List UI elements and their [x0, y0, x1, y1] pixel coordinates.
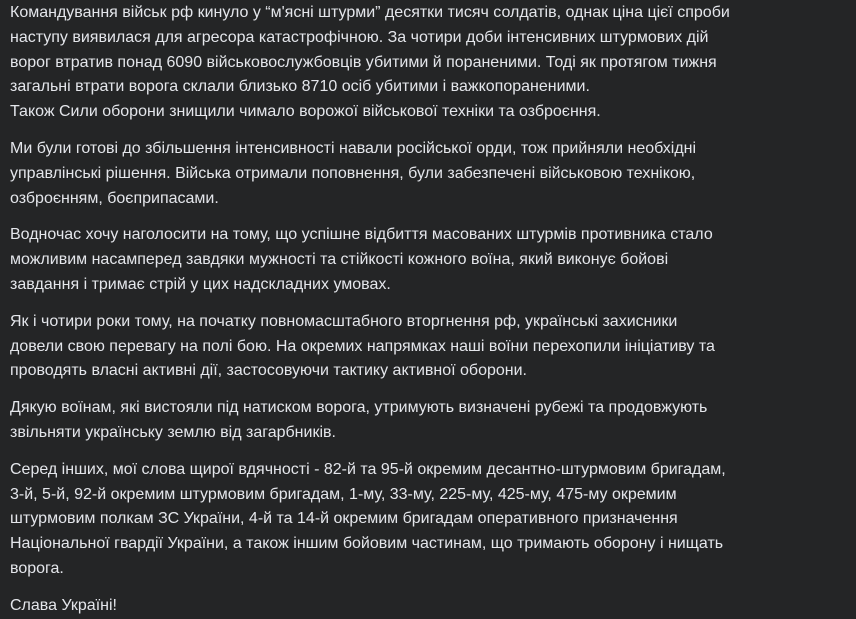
post-paragraph — [10, 137, 844, 211]
post-text-line: Дякую воїнам, які вистояли під натиском ворога, утримують визначені рубежі та продовжують — [10, 399, 708, 417]
post-paragraph — [10, 458, 844, 582]
post-paragraph — [10, 310, 844, 384]
post-text-line: звільняти українську землю від загарбників. — [10, 423, 336, 441]
post-text-line: управлінські рішення. Війська отримали поповнення, були забезпечені військовою технікою, — [10, 164, 696, 182]
post-text-line: Ми були готові до збільшення інтенсивності навали російської орди, тож прийняли необхідні — [10, 139, 697, 157]
post-text-line: ворог втратив понад 6090 військовослужбовців убитими й пораненими. Тоді як протягом тижня — [10, 53, 717, 71]
post-text-line: Також Сили оборони знищили чимало ворожої військової техніки та озброєння. — [10, 103, 601, 121]
post-text-line: озброєнням, боєприпасами. — [10, 189, 219, 207]
post-text-line: загальні втрати ворога склали близько 8710 осіб убитими і важкопораненими. — [10, 78, 590, 96]
post-text-line: Слава Україні! — [10, 596, 117, 614]
post-paragraph — [10, 396, 844, 446]
post-text-line: проводять власні активні дії, застосовуючи тактику активної оборони. — [10, 362, 527, 380]
post-text-line: наступу виявилася для агресора катастрофічною. За чотири доби інтенсивних штурмових дій — [10, 28, 709, 46]
post-text-line: 3-й, 5-й, 92-й окремим штурмовим бригадам, 1-му, 33-му, 225-му, 425-му, 475-му окремим — [10, 485, 677, 503]
post-text-line: завдання і тримає стрій у цих надскладних умовах. — [10, 275, 391, 293]
post-text-line: Командування військ рф кинуло у “м'ясні штурми” десятки тисяч солдатів, однак ціна цієї спроби — [10, 4, 730, 21]
post-text-line: Національної гвардії України, а також іншим бойовим частинам, що тримають оборону і нищать — [10, 535, 724, 553]
post-text-line: Водночас хочу наголосити на тому, що успішне відбиття масованих штурмів противника стало — [10, 226, 713, 244]
post-paragraph — [10, 223, 844, 297]
post-text-line: Серед інших, мої слова щирої вдячності - 82-й та 95-й окремим десантно-штурмовим бригадам, — [10, 460, 726, 478]
post-text-line: ворога. — [10, 559, 64, 577]
post-text-line: довели свою перевагу на полі бою. На окремих напрямках наші воїни перехопили ініціативу та — [10, 337, 715, 355]
post-text-line: штурмовим полкам ЗС України, 4-й та 14-й окремим бригадам оперативного призначення — [10, 510, 678, 528]
post-text-line: можливим насамперед завдяки мужності та стійкості кожного воїна, який виконує бойові — [10, 251, 669, 269]
post-text-line: Як і чотири роки тому, на початку повномасштабного вторгнення рф, українські захисники — [10, 312, 678, 330]
post-paragraph — [10, 1, 844, 125]
